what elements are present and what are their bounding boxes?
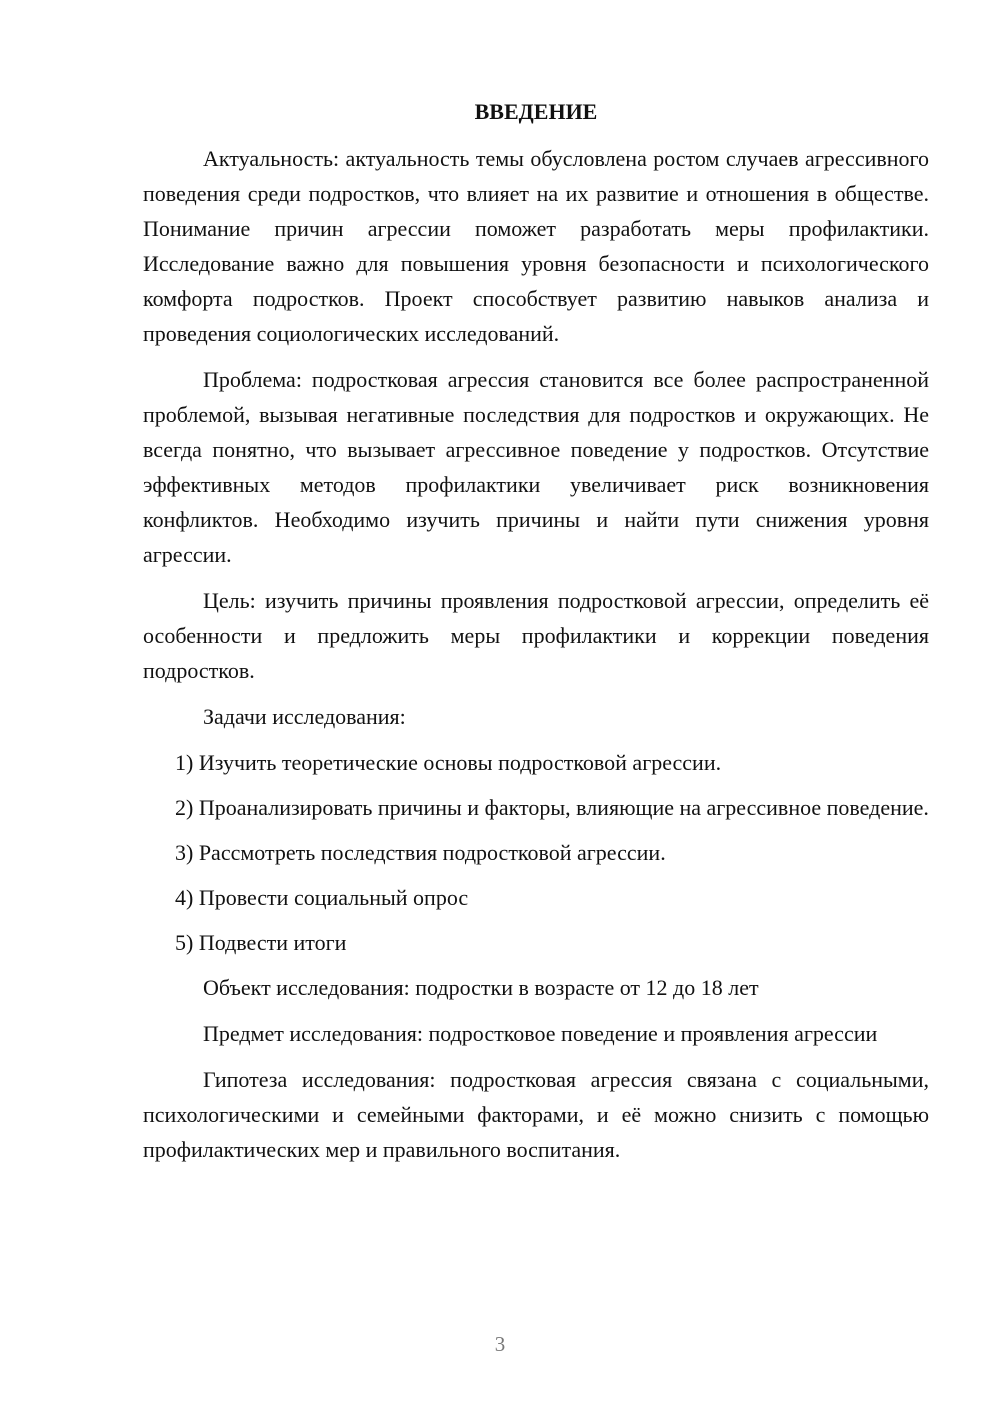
task-item-2: 2) Проанализировать причины и факторы, влияющие на агрессивное поведение. (175, 795, 929, 820)
paragraph-goal: Цель: изучить причины проявления подростковой агрессии, определить её особенности и предложить меры профилактики и коррекции поведения подростков. (143, 588, 929, 683)
page-content (143, 94, 929, 1178)
task-item-3: 3) Рассмотреть последствия подростковой агрессии. (175, 840, 666, 865)
paragraph-problem: Проблема: подростковая агрессия становится все более распространенной проблемой, вызывая негативные последствия для подростков и окружающих. Не всегда понятно, что вызывает агрессивное поведение у подростков. Отсутствие эффективных методов профилактики увеличивает риск возникновения конфликтов. Необходимо изучить причины и найти пути снижения уровня агрессии. (143, 367, 929, 567)
task-item-1: 1) Изучить теоретические основы подростковой агрессии. (175, 750, 722, 775)
task-item-4: 4) Провести социальный опрос (175, 885, 469, 910)
task-item-5: 5) Подвести итоги (175, 930, 347, 955)
tasks-heading: Задачи исследования: (203, 704, 406, 729)
paragraph-relevance: Актуальность: актуальность темы обусловлена ростом случаев агрессивного поведения среди подростков, что влияет на их развитие и отношения в обществе. Понимание причин агрессии поможет разработать меры профилактики. Исследование важно для повышения уровня безопасности и психологического комфорта подростков. Проект способствует развитию навыков анализа и проведения социологических исследований. (143, 146, 929, 346)
paragraph-subject: Предмет исследования: подростковое поведение и проявления агрессии (203, 1021, 878, 1046)
paragraph-hypothesis: Гипотеза исследования: подростковая агрессия связана с социальными, психологическими и семейными факторами, и её можно снизить с помощью профилактических мер и правильного воспитания. (143, 1067, 929, 1162)
page-number: 3 (494, 1332, 506, 1356)
section-title: ВВЕДЕНИЕ (474, 99, 598, 124)
paragraph-object: Объект исследования: подростки в возрасте от 12 до 18 лет (203, 975, 759, 1000)
